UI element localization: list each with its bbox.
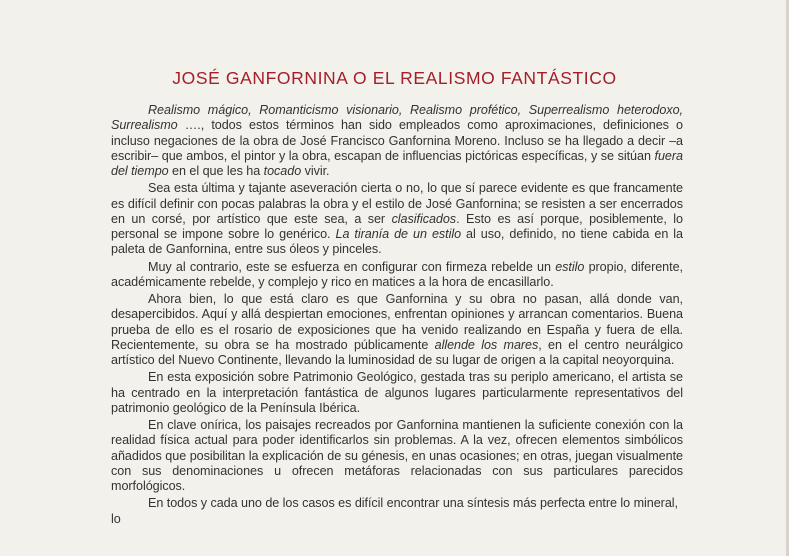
italic-text: clasificados [391,211,457,226]
body-paragraph [111,292,683,368]
italic-text: La tiranía de un estilo [335,227,462,241]
paragraph-text: En esta exposición sobre Patrimonio Geológico, gestada tras su periplo americano, el artista se ha centrado en la interpretación fantástica de algunos lugares particularmente representativos del patrimonio geológico de la Península Ibérica. [111,370,683,415]
paragraph-text: vivir. [301,164,330,178]
document-body [111,103,683,529]
paragraph-text: Ahora bien, lo que está claro es que Ganfornina y su obra no pasan, allá donde van, desapercibidos. Aquí y allá despiertan emociones, enfrentan opiniones y arrancan comentarios. Buena prueba de ello es el rosario de exposiciones que ha venido realizando en España y fuera de ella. Recientemente, su obra se ha mostrado públicamente [111,292,683,352]
paragraph-text: . Esto es así porque, posiblemente, lo personal se impone sobre lo genérico. [111,211,683,241]
body-paragraph [111,418,683,494]
body-paragraph [111,496,683,527]
paragraph-text: en el que les ha [168,164,264,178]
body-paragraph [111,370,683,416]
paragraph-text: al uso, definido, no tiene cabida en la paleta de Ganfornina, entre sus óleos y pinceles. [111,227,684,257]
paragraph-text: En clave onírica, los paisajes recreados por Ganfornina mantienen la suficiente conexión con la realidad física actual para poder identificarlos sin problemas. A la vez, ofrecen elementos simbólicos añadidos que posibilitan la explicación de su génesis, en unas ocasiones; en otras, juegan visualmente con sus denominaciones u ofrecen metáforas relacionadas con sus particulares parecidos morfológicos. [111,418,683,493]
body-paragraph [111,181,683,257]
italic-text: allende los mares [434,337,539,352]
body-paragraph [111,260,683,291]
paragraph-text: , en el centro neurálgico artístico del Nuevo Continente, llevando la luminosidad de su lugar de origen a la capital neoyorquina. [111,337,684,367]
italic-text: Realismo mágico, Romanticismo visionario, Realismo profético, Superrealismo heterodoxo, Surrealismo [111,103,683,133]
paragraph-text: …., todos estos términos han sido empleados como aproximaciones, definiciones o incluso negaciones de la obra de José Francisco Ganfornina Moreno. Incluso se ha llegado a decir –a escribir– que ambos, el pintor y la obra, escapan de influencias pictóricas específicas, y se sitúan [111,118,683,163]
body-paragraph [111,103,683,179]
document-title: JOSÉ GANFORNINA O EL REALISMO FANTÁSTICO [172,68,617,88]
paragraph-text: Sea esta última y tajante aseveración cierta o no, lo que sí parece evidente es que francamente es difícil definir con pocas palabras la obra y el estilo de José Ganfornina; se resisten a ser encerrados en un corsé, por artístico que este sea, a ser [111,181,683,226]
italic-text: fuera del tiempo [111,148,683,178]
paragraph-text: Muy al contrario, este se esfuerza en configurar con firmeza rebelde un [148,259,556,274]
paragraph-text: propio, diferente, académicamente rebelde, y complejo y rico en matices a la hora de encasillarlo. [111,259,683,289]
italic-text: estilo [555,259,585,274]
italic-text: tocado [263,164,302,178]
paragraph-text: En todos y cada uno de los casos es difícil encontrar una síntesis más perfecta entre lo mineral, lo [111,496,678,526]
